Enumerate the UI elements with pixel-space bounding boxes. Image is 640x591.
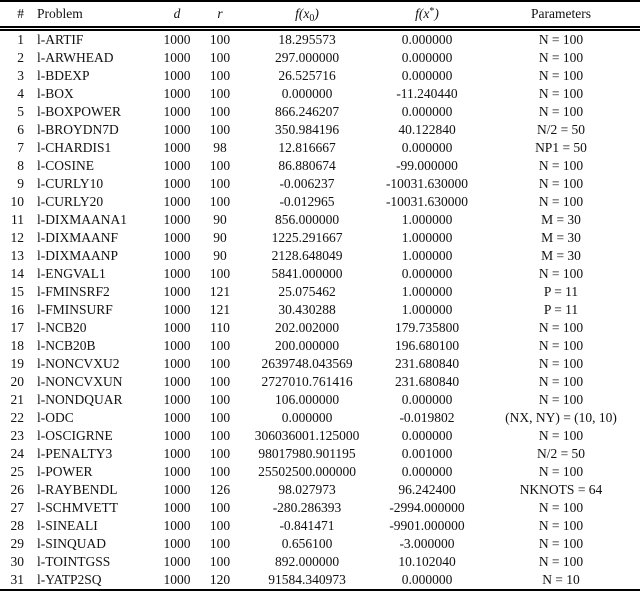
parameters-cell: N = 100 — [538, 518, 584, 533]
r-cell: 121 — [209, 284, 231, 299]
num-cell: 24 — [10, 446, 24, 461]
r-cell: 100 — [209, 518, 231, 533]
r-cell: 100 — [209, 392, 231, 407]
table-row — [0, 535, 640, 553]
parameters-cell: N/2 = 50 — [536, 446, 586, 461]
fxstar-cell: -10031.630000 — [385, 194, 469, 209]
fxstar-cell: 1.000000 — [401, 302, 453, 317]
table-row — [0, 29, 640, 50]
fx0-cell: 5841.000000 — [271, 266, 343, 281]
parameters-cell: M = 30 — [541, 248, 581, 263]
table-row — [0, 337, 640, 355]
table-row — [0, 391, 640, 409]
r-cell: 98 — [213, 140, 227, 155]
r-cell: 100 — [209, 32, 231, 47]
fx0-header-subscript: 0 — [309, 13, 315, 24]
d-cell: 1000 — [163, 212, 191, 227]
fxstar-cell: 0.001000 — [401, 446, 453, 461]
problem-cell: l-OSCIGRNE — [37, 428, 113, 443]
fxstar-header-post: ) — [434, 6, 439, 21]
r-cell: 90 — [213, 230, 227, 245]
table-row — [0, 463, 640, 481]
r-cell: 100 — [209, 428, 231, 443]
problem-cell: l-FMINSURF — [37, 302, 113, 317]
d-cell: 1000 — [163, 302, 191, 317]
num-cell: 23 — [10, 428, 24, 443]
problem-cell: l-RAYBENDL — [37, 482, 118, 497]
fx0-cell: 2727010.761416 — [261, 374, 353, 389]
col-header-fxstar — [372, 1, 482, 29]
fx0-cell: 30.430288 — [278, 302, 336, 317]
d-cell: 1000 — [163, 284, 191, 299]
num-cell: 21 — [10, 392, 24, 407]
d-cell: 1000 — [163, 554, 191, 569]
problem-cell: l-BROYDN7D — [37, 122, 119, 137]
num-cell: 5 — [17, 104, 24, 119]
parameters-cell: N = 100 — [538, 86, 584, 101]
d-cell: 1000 — [163, 32, 191, 47]
fx0-header-post: ) — [314, 6, 319, 21]
table-row — [0, 193, 640, 211]
num-cell: 4 — [17, 86, 24, 101]
col-header-d: d — [156, 1, 198, 29]
parameters-cell: N = 100 — [538, 500, 584, 515]
r-cell: 100 — [209, 446, 231, 461]
fx0-cell: 892.000000 — [274, 554, 340, 569]
table-row — [0, 283, 640, 301]
parameters-cell: N = 100 — [538, 266, 584, 281]
fxstar-cell: 179.735800 — [394, 320, 460, 335]
parameters-cell: N = 100 — [538, 374, 584, 389]
num-cell: 26 — [10, 482, 24, 497]
parameters-cell: N = 10 — [542, 572, 580, 587]
problem-cell: l-CURLY10 — [37, 176, 104, 191]
problem-cell: l-ODC — [37, 410, 74, 425]
fx0-cell: -0.841471 — [279, 518, 335, 533]
problem-cell: l-PENALTY3 — [37, 446, 113, 461]
num-cell: 14 — [10, 266, 24, 281]
d-cell: 1000 — [163, 518, 191, 533]
r-cell: 100 — [209, 464, 231, 479]
table-row — [0, 499, 640, 517]
num-cell: 25 — [10, 464, 24, 479]
parameters-cell: N = 100 — [538, 428, 584, 443]
fxstar-cell: 1.000000 — [401, 248, 453, 263]
parameters-cell: N = 100 — [538, 554, 584, 569]
num-cell: 12 — [10, 230, 24, 245]
fx0-cell: 25.075462 — [278, 284, 336, 299]
parameters-cell: P = 11 — [543, 302, 579, 317]
fxstar-cell: 196.680100 — [394, 338, 460, 353]
d-cell: 1000 — [163, 68, 191, 83]
fxstar-cell: 1.000000 — [401, 230, 453, 245]
fxstar-cell: -2994.000000 — [389, 500, 465, 515]
r-cell: 100 — [209, 194, 231, 209]
table-row — [0, 427, 640, 445]
r-cell: 100 — [209, 410, 231, 425]
d-cell: 1000 — [163, 320, 191, 335]
fx0-cell: 297.000000 — [274, 50, 340, 65]
fx0-cell: 200.000000 — [274, 338, 340, 353]
problem-cell: l-NCB20 — [37, 320, 87, 335]
r-cell: 90 — [213, 212, 227, 227]
parameters-cell: M = 30 — [541, 230, 581, 245]
fxstar-cell: 231.680840 — [394, 356, 460, 371]
table-body — [0, 29, 640, 591]
d-cell: 1000 — [163, 122, 191, 137]
fx0-cell: 202.002000 — [274, 320, 340, 335]
problem-cell: l-FMINSRF2 — [37, 284, 110, 299]
r-cell: 126 — [209, 482, 231, 497]
d-cell: 1000 — [163, 248, 191, 263]
problem-cell: l-BOXPOWER — [37, 104, 121, 119]
num-cell: 2 — [17, 50, 24, 65]
r-cell: 100 — [209, 176, 231, 191]
problem-cell: l-ARTIF — [37, 32, 84, 47]
problem-cell: l-DIXMAANP — [37, 248, 118, 263]
r-cell: 121 — [209, 302, 231, 317]
fxstar-cell: 0.000000 — [401, 572, 453, 587]
table-row — [0, 247, 640, 265]
problem-cell: l-DIXMAANA1 — [37, 212, 127, 227]
table-row — [0, 49, 640, 67]
table-row — [0, 121, 640, 139]
num-cell: 17 — [10, 320, 24, 335]
table-row — [0, 103, 640, 121]
table-row — [0, 409, 640, 427]
fxstar-cell: 0.000000 — [401, 266, 453, 281]
d-cell: 1000 — [163, 194, 191, 209]
table-row — [0, 67, 640, 85]
fx0-cell: 0.656100 — [281, 536, 333, 551]
parameters-cell: NP1 = 50 — [535, 140, 587, 155]
d-cell: 1000 — [163, 158, 191, 173]
problem-cell: l-CURLY20 — [37, 194, 104, 209]
r-cell: 100 — [209, 356, 231, 371]
table-row — [0, 175, 640, 193]
r-cell: 100 — [209, 50, 231, 65]
fx0-cell: 0.000000 — [281, 410, 333, 425]
num-cell: 11 — [11, 212, 24, 227]
r-cell: 120 — [209, 572, 231, 587]
fx0-cell: 91584.340973 — [268, 572, 346, 587]
num-cell: 28 — [10, 518, 24, 533]
fx0-cell: 0.000000 — [281, 86, 333, 101]
num-cell: 6 — [17, 122, 24, 137]
fxstar-cell: 0.000000 — [401, 392, 453, 407]
fx0-cell: 856.000000 — [274, 212, 340, 227]
parameters-cell: N = 100 — [538, 356, 584, 371]
problem-cell: l-NONCVXU2 — [37, 356, 120, 371]
d-cell: 1000 — [163, 230, 191, 245]
d-cell: 1000 — [163, 104, 191, 119]
table-row — [0, 481, 640, 499]
fxstar-cell: 40.122840 — [398, 122, 456, 137]
table-row — [0, 229, 640, 247]
d-cell: 1000 — [163, 428, 191, 443]
num-cell: 29 — [10, 536, 24, 551]
problem-cell: l-NCB20B — [37, 338, 96, 353]
problem-cell: l-SINEALI — [37, 518, 98, 533]
parameters-cell: N = 100 — [538, 50, 584, 65]
table-row — [0, 265, 640, 283]
fxstar-cell: 231.680840 — [394, 374, 460, 389]
problem-cell: l-DIXMAANF — [37, 230, 118, 245]
problem-cell: l-ARWHEAD — [37, 50, 114, 65]
fx0-cell: 86.880674 — [278, 158, 336, 173]
fxstar-cell: 0.000000 — [401, 464, 453, 479]
d-cell: 1000 — [163, 410, 191, 425]
parameters-cell: M = 30 — [541, 212, 581, 227]
table-row — [0, 553, 640, 571]
d-cell: 1000 — [163, 500, 191, 515]
col-header-num: # — [0, 1, 28, 29]
r-cell: 100 — [209, 158, 231, 173]
parameters-cell: N = 100 — [538, 194, 584, 209]
fxstar-cell: 1.000000 — [401, 284, 453, 299]
fx0-cell: 26.525716 — [278, 68, 336, 83]
table-row — [0, 571, 640, 590]
fx0-cell: 866.246207 — [274, 104, 340, 119]
fxstar-cell: -9901.000000 — [389, 518, 465, 533]
fxstar-cell: 0.000000 — [401, 140, 453, 155]
problem-cell: l-COSINE — [37, 158, 94, 173]
num-cell: 31 — [10, 572, 24, 587]
table-row — [0, 211, 640, 229]
problem-cell: l-NONCVXUN — [37, 374, 123, 389]
num-cell: 10 — [10, 194, 24, 209]
table-row — [0, 445, 640, 463]
fx0-cell: 98017980.901195 — [258, 446, 356, 461]
d-cell: 1000 — [163, 374, 191, 389]
num-cell: 19 — [10, 356, 24, 371]
d-cell: 1000 — [163, 482, 191, 497]
parameters-cell: N = 100 — [538, 68, 584, 83]
r-cell: 100 — [209, 68, 231, 83]
col-header-fx0 — [242, 1, 372, 29]
problem-cell: l-SINQUAD — [37, 536, 106, 551]
num-cell: 3 — [17, 68, 24, 83]
problem-cell: l-CHARDIS1 — [37, 140, 112, 155]
fxstar-cell: 0.000000 — [401, 104, 453, 119]
r-cell: 100 — [209, 374, 231, 389]
d-cell: 1000 — [163, 86, 191, 101]
parameters-cell: N = 100 — [538, 320, 584, 335]
fxstar-cell: -11.240440 — [396, 86, 458, 101]
parameters-cell: N = 100 — [538, 158, 584, 173]
num-cell: 18 — [10, 338, 24, 353]
r-cell: 90 — [213, 248, 227, 263]
parameters-cell: NKNOTS = 64 — [519, 482, 603, 497]
fx0-cell: 106.000000 — [274, 392, 340, 407]
problem-cell: l-NONDQUAR — [37, 392, 123, 407]
parameters-cell: N = 100 — [538, 464, 584, 479]
fx0-cell: 98.027973 — [278, 482, 336, 497]
table-row — [0, 157, 640, 175]
problem-cell: l-YATP2SQ — [37, 572, 102, 587]
table-row — [0, 517, 640, 535]
table-row — [0, 139, 640, 157]
num-cell: 13 — [10, 248, 24, 263]
problem-cell: l-TOINTGSS — [37, 554, 111, 569]
r-cell: 100 — [209, 338, 231, 353]
table-row — [0, 319, 640, 337]
col-header-parameters: Parameters — [482, 1, 640, 29]
r-cell: 100 — [209, 554, 231, 569]
num-cell: 8 — [17, 158, 24, 173]
parameters-cell: N = 100 — [538, 176, 584, 191]
num-cell: 9 — [17, 176, 24, 191]
problem-cell: l-ENGVAL1 — [37, 266, 106, 281]
num-cell: 27 — [10, 500, 24, 515]
fx0-cell: 2639748.043569 — [261, 356, 353, 371]
parameters-cell: P = 11 — [543, 284, 579, 299]
fx0-cell: 25502500.000000 — [258, 464, 356, 479]
d-cell: 1000 — [163, 446, 191, 461]
fxstar-cell: 96.242400 — [398, 482, 456, 497]
problem-cell: l-SCHMVETT — [37, 500, 118, 515]
num-cell: 15 — [10, 284, 24, 299]
fx0-cell: 18.295573 — [278, 32, 336, 47]
d-cell: 1000 — [163, 392, 191, 407]
fxstar-cell: 0.000000 — [401, 68, 453, 83]
fxstar-cell: 1.000000 — [401, 212, 453, 227]
r-cell: 100 — [209, 266, 231, 281]
parameters-cell: N = 100 — [538, 338, 584, 353]
r-cell: 100 — [209, 86, 231, 101]
fxstar-cell: 0.000000 — [401, 50, 453, 65]
num-cell: 1 — [17, 32, 24, 47]
fx0-cell: 306036001.125000 — [254, 428, 360, 443]
fx0-cell: 2128.648049 — [271, 248, 343, 263]
fxstar-cell: -0.019802 — [399, 410, 455, 425]
r-cell: 100 — [209, 122, 231, 137]
d-cell: 1000 — [163, 464, 191, 479]
d-cell: 1000 — [163, 338, 191, 353]
fx0-cell: -0.006237 — [279, 176, 335, 191]
d-cell: 1000 — [163, 50, 191, 65]
table-header-row — [0, 1, 640, 29]
col-header-r: r — [198, 1, 242, 29]
fxstar-cell: 0.000000 — [401, 32, 453, 47]
num-cell: 20 — [10, 374, 24, 389]
problem-cell: l-POWER — [37, 464, 93, 479]
d-cell: 1000 — [163, 572, 191, 587]
fx0-cell: -0.012965 — [279, 194, 335, 209]
problem-cell: l-BOX — [37, 86, 74, 101]
parameters-cell: N = 100 — [538, 104, 584, 119]
num-cell: 16 — [10, 302, 24, 317]
fxstar-cell: 10.102040 — [398, 554, 456, 569]
table-row — [0, 301, 640, 319]
fxstar-header-pre: f(x — [415, 6, 430, 21]
table-row — [0, 373, 640, 391]
parameters-cell: N = 100 — [538, 32, 584, 47]
fxstar-cell: 0.000000 — [401, 428, 453, 443]
fx0-cell: 12.816667 — [278, 140, 336, 155]
fx0-cell: 1225.291667 — [271, 230, 343, 245]
d-cell: 1000 — [163, 266, 191, 281]
r-cell: 100 — [209, 104, 231, 119]
fx0-cell: 350.984196 — [274, 122, 340, 137]
parameters-cell: N/2 = 50 — [536, 122, 586, 137]
r-cell: 100 — [209, 536, 231, 551]
table-row — [0, 355, 640, 373]
fxstar-header-superscript: * — [429, 6, 435, 17]
fxstar-cell: -10031.630000 — [385, 176, 469, 191]
fx0-header-pre: f(x — [295, 6, 310, 21]
d-cell: 1000 — [163, 536, 191, 551]
num-cell: 7 — [17, 140, 24, 155]
parameters-cell: N = 100 — [538, 536, 584, 551]
r-cell: 110 — [210, 320, 230, 335]
parameters-cell: (NX, NY) = (10, 10) — [505, 410, 617, 425]
r-cell: 100 — [209, 500, 231, 515]
table-row — [0, 85, 640, 103]
problem-cell: l-BDEXP — [37, 68, 90, 83]
fxstar-cell: -3.000000 — [399, 536, 455, 551]
num-cell: 30 — [10, 554, 24, 569]
parameters-cell: N = 100 — [538, 392, 584, 407]
d-cell: 1000 — [163, 140, 191, 155]
col-header-problem: Problem — [28, 1, 156, 29]
d-cell: 1000 — [163, 356, 191, 371]
fxstar-cell: -99.000000 — [396, 158, 458, 173]
fx0-cell: -280.286393 — [272, 500, 342, 515]
d-cell: 1000 — [163, 176, 191, 191]
num-cell: 22 — [10, 410, 24, 425]
